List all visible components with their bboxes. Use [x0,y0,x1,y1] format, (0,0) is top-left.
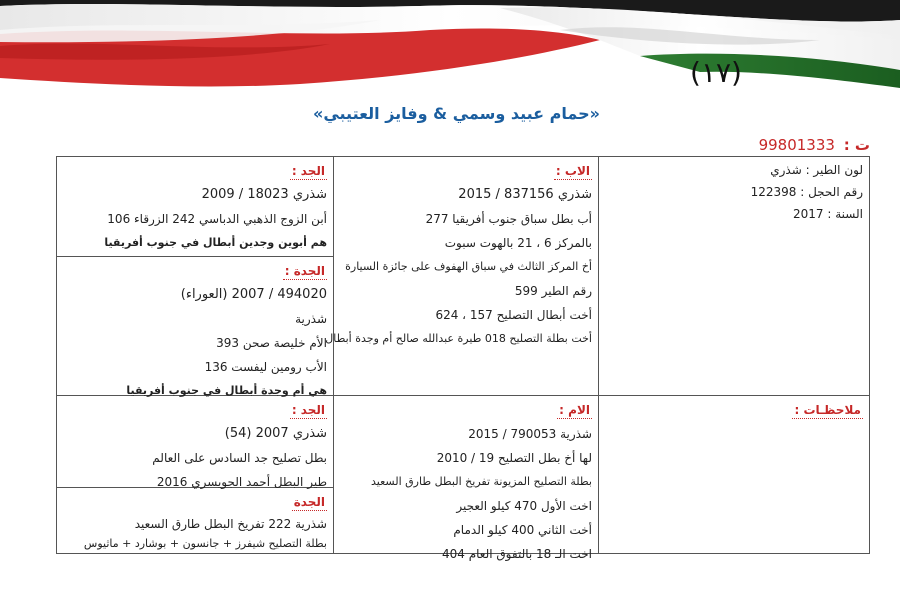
paternal-grandfather-heading: الجد : [291,164,325,178]
father-cell [325,157,598,395]
mother-heading: الام : [559,403,590,417]
paternal-grandmother-heading: الجدة : [284,264,325,278]
maternal-grandmother-line: بطلة التصليح شيفرز + جانسون + بوشارد + ماثيوس [83,537,327,550]
mother-line: اخت الـ 18 بالتفوق العام 404 [441,547,592,561]
paternal-grandfather-line: أبن الزوج الذهبي الدباسي 242 الزرقاء 106 [107,212,327,226]
mother-line: أخت الثاني 400 كيلو الدمام [453,523,592,537]
phone-label: ت : [843,136,870,154]
mother-cell [334,396,598,561]
maternal-grandmother-cell [57,488,333,553]
father-line: أخت بطلة التصليح 018 طيرة عبدالله صالح أم وجدة أبطال [325,332,592,345]
maternal-grandfather-cell [57,396,333,487]
paternal-grandmother-cell [57,257,333,395]
maternal-grandmother-heading: الجدة [293,495,325,509]
notes-cell [599,396,869,553]
father-heading: الاب : [555,164,590,178]
maternal-grandmother-line: شذرية 222 تفريخ البطل طارق السعيد [134,517,327,531]
mother-line: اخت الأول 470 كيلو العجير [456,499,592,513]
maternal-grandfather-line: بطل تصليح جد السادس على العالم [152,451,327,465]
bird-info-cell [599,157,869,395]
phone-number: 99801333 [758,136,835,154]
paternal-grandfather-line: هم أبوين وجدين أبطال في جنوب أفريقيا [104,236,327,249]
father-line: أخ المركز الثالث في سباق الهفوف على جائزة السيارة [345,260,592,273]
notes-label: ملاحظـات : [794,403,861,417]
bird-year: السنة : 2017 [793,207,863,221]
maternal-grandfather-line: شذري 2007 (54) [224,426,327,441]
mother-line: شذرية 790053 / 2015 [468,427,592,441]
flag-banner-graphic [0,0,900,92]
paternal-grandfather-cell [57,157,333,256]
father-line: بالمركز 6 ، 21 بالهوت سبوت [444,236,592,250]
paternal-grandfather-line: شذري 18023 / 2009 [201,187,327,202]
page-number: (١٧) [690,56,742,89]
father-line: شذري 837156 / 2015 [458,187,592,202]
paternal-grandmother-line: الأب رومين ليفست 136 [204,360,327,374]
father-line: رقم الطير 599 [514,284,592,298]
maternal-grandfather-line: طير البطل أحمد الجويسري 2016 [156,475,327,489]
pedigree-table [56,156,870,561]
phone-contact [700,136,870,154]
mother-line: لها أخ بطل التصليح 19 / 2010 [436,451,592,465]
mother-line: بطلة التصليح المزيونة تفريخ البطل طارق السعيد [371,475,592,488]
bird-ring-number: رقم الحجل : 122398 [750,185,863,199]
paternal-grandmother-line: الأم خليصة صحن 393 [216,336,327,350]
paternal-grandmother-line: هي أم وجدة أبطال في جنوب أفريقيا [126,384,327,397]
paternal-grandmother-line: شذرية [295,312,327,326]
father-line: أخت أبطال التصليح 157 ، 624 [435,308,592,322]
flag-banner [0,0,900,92]
paternal-grandmother-line: 494020 / 2007 (العوراء) [180,287,327,302]
father-line: أب بطل سباق جنوب أفريقيا 277 [425,212,592,226]
maternal-grandfather-heading: الجد : [291,403,325,417]
bird-color: لون الطير : شذري [770,163,863,177]
page-title: «حمام عبيد وسمي & وفايز العتيبي» [313,104,600,123]
